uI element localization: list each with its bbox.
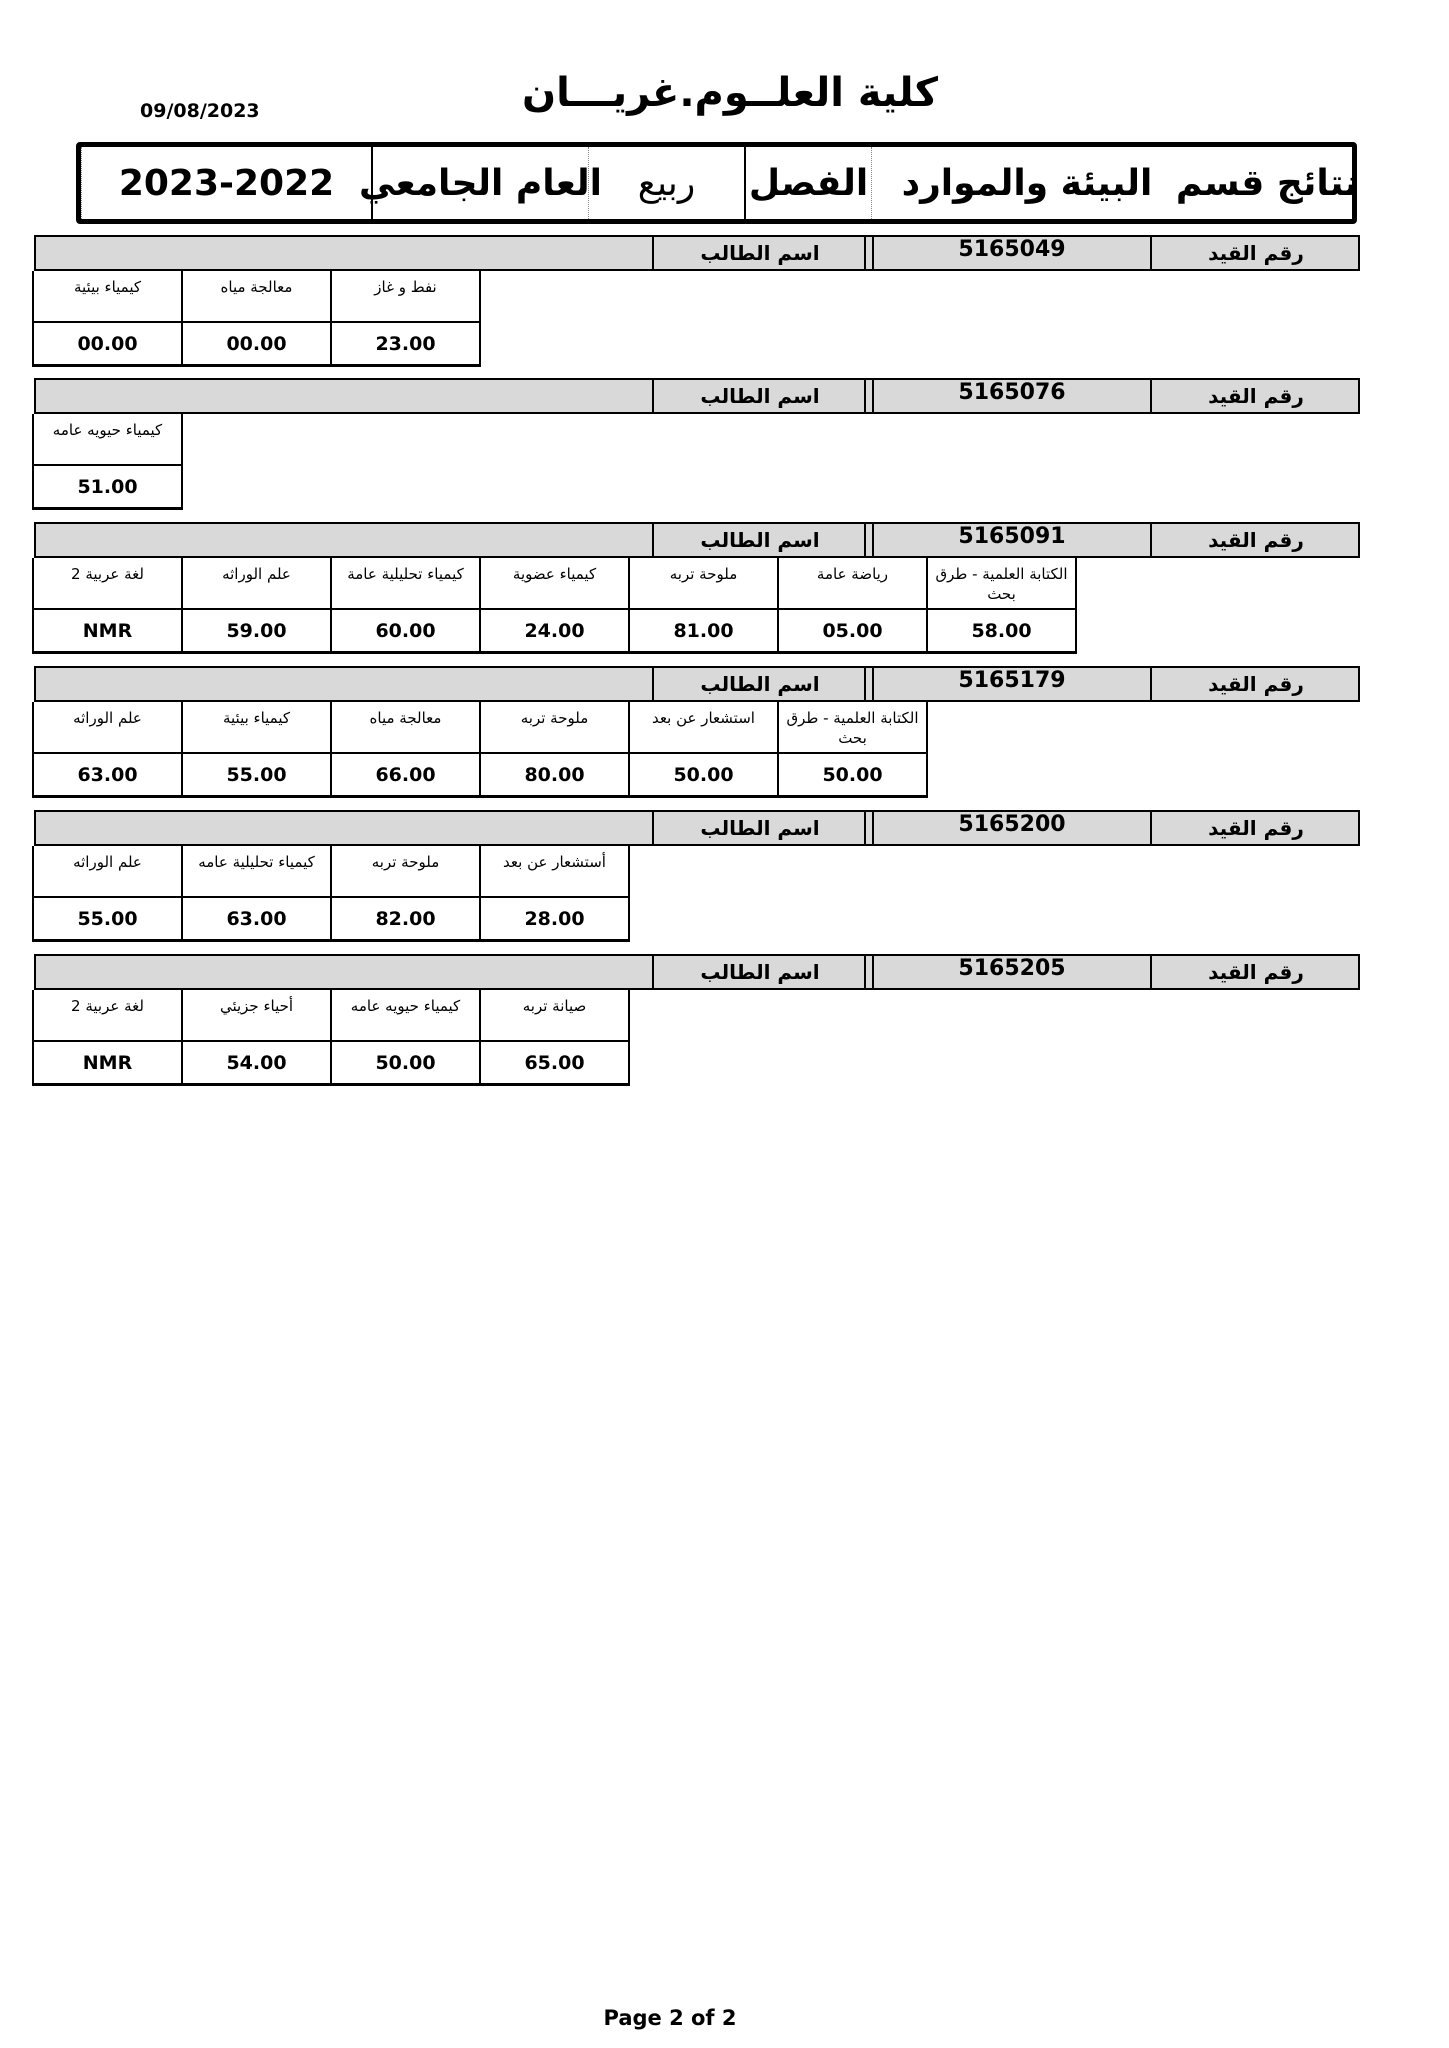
subject-grade: 23.00	[375, 332, 436, 355]
page-number: Page 2 of 2	[603, 2006, 737, 2030]
subject-cell	[330, 702, 481, 798]
registration-number: 5165091	[872, 524, 1150, 556]
subject-grade: 66.00	[375, 763, 436, 786]
subject-name: معالجة مياه	[183, 271, 330, 323]
department-label: نتائج قسم	[1175, 162, 1359, 204]
registration-label: رقم القيد	[1150, 812, 1360, 844]
subject-grade: 28.00	[524, 907, 585, 930]
student-info-bar	[34, 378, 1360, 414]
student-info-bar	[34, 954, 1360, 990]
subject-name: كيمياء حيويه عامه	[34, 414, 181, 466]
student-info-bar	[34, 522, 1360, 558]
subject-cell	[777, 702, 928, 798]
subject-grade: 80.00	[524, 763, 585, 786]
subject-cell	[479, 846, 630, 942]
subject-name: كيمياء تحليلية عامه	[183, 846, 330, 898]
subject-cell	[32, 271, 183, 367]
subject-grade: 63.00	[226, 907, 287, 930]
report-header	[76, 142, 1357, 224]
subject-name: استشعار عن بعد	[630, 702, 777, 754]
subject-cell	[330, 846, 481, 942]
student-info-bar	[34, 666, 1360, 702]
registration-label: رقم القيد	[1150, 237, 1360, 269]
student-name-label: اسم الطالب	[652, 668, 866, 700]
registration-label: رقم القيد	[1150, 524, 1360, 556]
student-name-label: اسم الطالب	[652, 380, 866, 412]
subject-cell	[32, 414, 183, 510]
subject-name: الكتابة العلمية - طرق بحث	[779, 702, 926, 754]
subject-cell	[181, 990, 332, 1086]
registration-label: رقم القيد	[1150, 380, 1360, 412]
subject-cell	[32, 846, 183, 942]
subject-row	[34, 271, 481, 367]
subject-grade: 63.00	[77, 763, 138, 786]
subject-row	[34, 702, 928, 798]
subject-cell	[32, 702, 183, 798]
year-value: 2023-2022	[81, 147, 371, 219]
subject-grade: 65.00	[524, 1051, 585, 1074]
subject-grade: 59.00	[226, 619, 287, 642]
subject-grade: 24.00	[524, 619, 585, 642]
subject-grade: 50.00	[673, 763, 734, 786]
subject-row	[34, 990, 630, 1086]
subject-cell	[777, 558, 928, 654]
subject-name: كيمياء بيئية	[34, 271, 181, 323]
subject-grade: 55.00	[226, 763, 287, 786]
college-title: كلية العلــوم.غريـــان	[521, 70, 939, 116]
student-name-label: اسم الطالب	[652, 237, 866, 269]
subject-row	[34, 558, 1077, 654]
registration-number: 5165076	[872, 380, 1150, 412]
year-label: العام الجامعي	[371, 147, 588, 219]
subject-cell	[330, 990, 481, 1086]
subject-grade: 82.00	[375, 907, 436, 930]
student-info-bar	[34, 810, 1360, 846]
subject-grade: NMR	[82, 619, 133, 642]
subject-cell	[181, 846, 332, 942]
subject-name: ملوحة تربه	[481, 702, 628, 754]
subject-name: لغة عربية 2	[34, 558, 181, 610]
subject-name: معالجة مياه	[332, 702, 479, 754]
subject-cell	[181, 558, 332, 654]
subject-name: لغة عربية 2	[34, 990, 181, 1042]
subject-grade: 55.00	[77, 907, 138, 930]
subject-cell	[926, 558, 1077, 654]
subject-grade: 50.00	[822, 763, 883, 786]
subject-cell	[181, 271, 332, 367]
semester-value: ربيع	[588, 147, 744, 219]
registration-number: 5165205	[872, 956, 1150, 988]
subject-cell	[479, 702, 630, 798]
subject-name: ملوحة تربه	[332, 846, 479, 898]
subject-cell	[181, 702, 332, 798]
subject-grade: 50.00	[375, 1051, 436, 1074]
report-date: 09/08/2023	[140, 100, 260, 122]
semester-label: الفصل	[744, 147, 871, 219]
subject-name: كيمياء تحليلية عامة	[332, 558, 479, 610]
registration-number: 5165200	[872, 812, 1150, 844]
subject-grade: NMR	[82, 1051, 133, 1074]
subject-grade: 81.00	[673, 619, 734, 642]
subject-cell	[479, 558, 630, 654]
subject-cell	[628, 558, 779, 654]
subject-grade: 05.00	[822, 619, 883, 642]
subject-name: صيانة تربه	[481, 990, 628, 1042]
subject-cell	[479, 990, 630, 1086]
subject-cell	[628, 702, 779, 798]
subject-name: كيمياء حيويه عامه	[332, 990, 479, 1042]
subject-name: علم الوراثه	[34, 702, 181, 754]
registration-number: 5165049	[872, 237, 1150, 269]
student-name-label: اسم الطالب	[652, 524, 866, 556]
subject-cell	[330, 558, 481, 654]
subject-cell	[32, 990, 183, 1086]
subject-grade: 00.00	[77, 332, 138, 355]
subject-name: أحياء جزيئي	[183, 990, 330, 1042]
registration-number: 5165179	[872, 668, 1150, 700]
subject-row	[34, 846, 630, 942]
subject-name: الكتابة العلمية - طرق بحث	[928, 558, 1075, 610]
subject-cell	[330, 271, 481, 367]
subject-name: رياضة عامة	[779, 558, 926, 610]
subject-row	[34, 414, 183, 510]
student-info-bar	[34, 235, 1360, 271]
registration-label: رقم القيد	[1150, 668, 1360, 700]
subject-grade: 51.00	[77, 475, 138, 498]
subject-name: أستشعار عن بعد	[481, 846, 628, 898]
subject-name: علم الوراثه	[34, 846, 181, 898]
subject-name: كيمياء بيئية	[183, 702, 330, 754]
department-value: البيئة والموارد	[871, 147, 1182, 219]
subject-grade: 00.00	[226, 332, 287, 355]
subject-grade: 58.00	[971, 619, 1032, 642]
subject-name: نفط و غاز	[332, 271, 479, 323]
subject-name: كيمياء عضوية	[481, 558, 628, 610]
student-name-label: اسم الطالب	[652, 812, 866, 844]
subject-grade: 60.00	[375, 619, 436, 642]
subject-cell	[32, 558, 183, 654]
student-name-label: اسم الطالب	[652, 956, 866, 988]
subject-grade: 54.00	[226, 1051, 287, 1074]
subject-name: علم الوراثه	[183, 558, 330, 610]
registration-label: رقم القيد	[1150, 956, 1360, 988]
subject-name: ملوحة تربه	[630, 558, 777, 610]
